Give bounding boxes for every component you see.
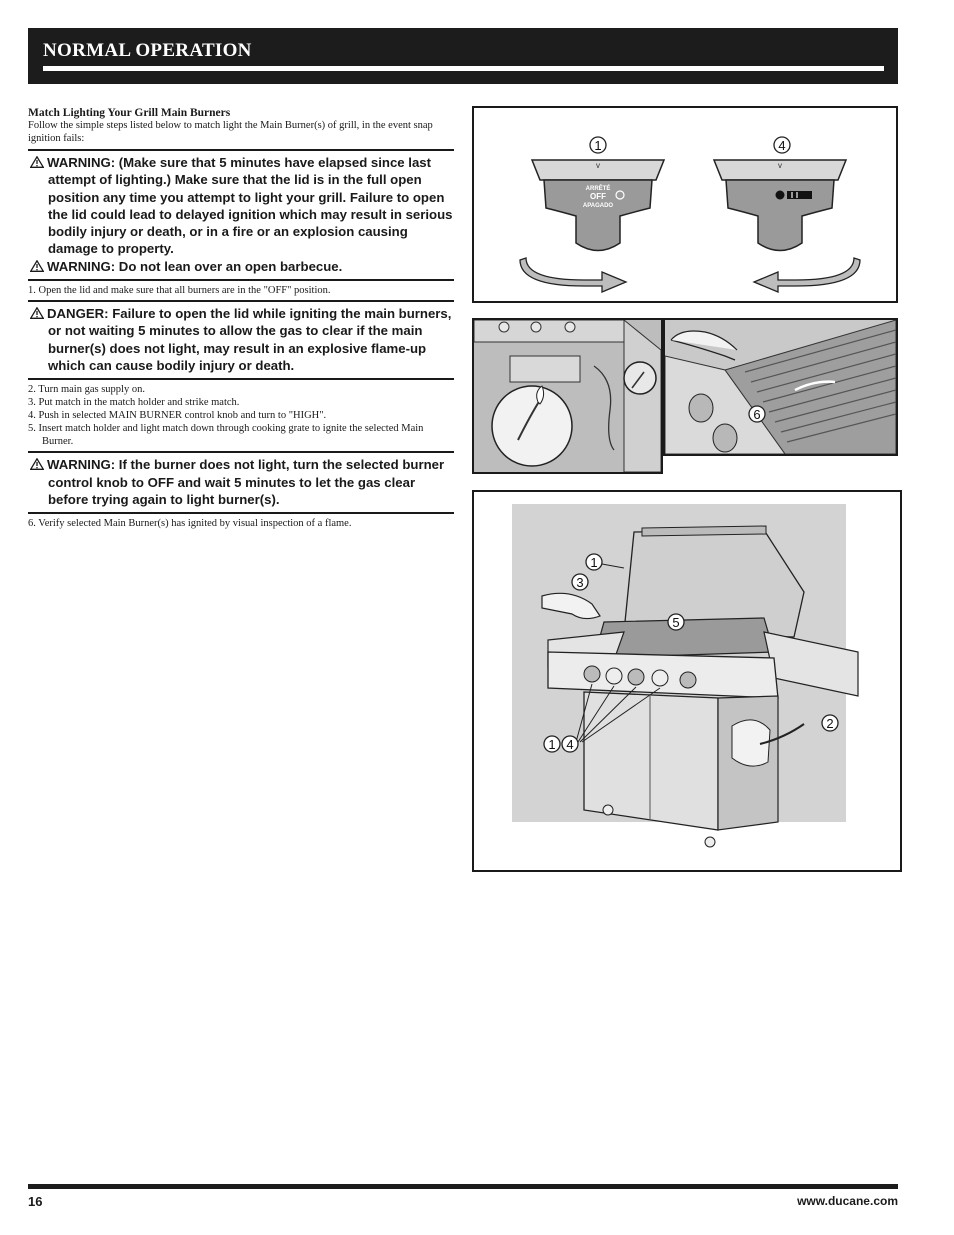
label-off: OFF bbox=[590, 192, 606, 201]
callout-grill-4: 4 bbox=[566, 737, 574, 752]
warning-triangle-icon bbox=[30, 307, 44, 319]
rotate-counterclockwise-arrow-icon bbox=[754, 258, 860, 292]
figure-grill-overview bbox=[472, 490, 902, 872]
grill-overview-illustration bbox=[474, 492, 900, 870]
callout-grill-3: 3 bbox=[576, 575, 584, 590]
label-apagado: APAGADO bbox=[582, 203, 614, 209]
warning-lid-open bbox=[28, 154, 454, 258]
callout-6: 6 bbox=[753, 407, 761, 422]
label-arrete: ARRÊTÉ bbox=[585, 186, 611, 192]
footer-url[interactable]: www.ducane.com bbox=[797, 1194, 898, 1208]
figure-igniting-burner bbox=[663, 318, 898, 456]
warning-retry-text: WARNING: If the burner does not light, turn the selected burner control knob to OFF and wait 5 minutes to let the gas clear before trying again to light burner(s). bbox=[47, 457, 445, 507]
danger-notice bbox=[28, 305, 454, 374]
step-6: 6. Verify selected Main Burner(s) has ignited by visual inspection of a flame. bbox=[28, 518, 352, 530]
footer-rule bbox=[28, 1184, 898, 1189]
warning-lid-open-text: WARNING: (Make sure that 5 minutes have elapsed since last attempt of lighting.) Make sure that the lid is in the full open position any time you attempt to light your grill. Failure to open the lid could lead to delayed ignition which may result in serious bodily injury or death, or in a fire or an explosion causing damage to property. bbox=[47, 155, 453, 257]
step-1: 1. Open the lid and make sure that all burners are in the "OFF" position. bbox=[28, 285, 331, 297]
figure-match-holder bbox=[472, 318, 663, 474]
knob-high-illustration bbox=[714, 160, 846, 251]
page-number: 16 bbox=[28, 1194, 43, 1209]
page-title: NORMAL OPERATION bbox=[43, 40, 252, 61]
warning-box-1 bbox=[28, 149, 454, 281]
callout-grill-2: 2 bbox=[826, 716, 834, 731]
warning-lean-text: WARNING: Do not lean over an open barbecue. bbox=[47, 258, 343, 274]
steps-group-3 bbox=[28, 514, 454, 533]
callout-4: 4 bbox=[778, 138, 786, 153]
step-2: 2. Turn main gas supply on. bbox=[28, 384, 145, 396]
igniting-burner-illustration bbox=[665, 320, 896, 454]
step-5: 5. Insert match holder and light match down through cooking grate to ignite the selected Main Burner. bbox=[28, 423, 424, 448]
danger-text: DANGER: Failure to open the lid while igniting the main burners, or not waiting 5 minutes to allow the gas to clear if the main burner(s) does not light, may result in an explosive flame-up which can cause bodily injury or death. bbox=[47, 306, 452, 373]
warning-triangle-icon bbox=[30, 156, 44, 168]
control-knobs-illustration bbox=[474, 108, 896, 301]
steps-group-1 bbox=[28, 281, 454, 300]
warning-retry bbox=[28, 456, 454, 508]
instructions-column bbox=[28, 107, 454, 533]
callout-grill-5: 5 bbox=[672, 615, 680, 630]
section-intro: Follow the simple steps listed below to match light the Main Burner(s) of grill, in the event snap ignition fails: bbox=[28, 120, 433, 144]
callout-grill-1: 1 bbox=[590, 555, 598, 570]
warning-lean bbox=[28, 258, 454, 275]
warning-triangle-icon bbox=[30, 260, 44, 272]
figure-control-knobs bbox=[472, 106, 898, 303]
header-rule bbox=[43, 66, 884, 71]
match-holder-illustration bbox=[474, 320, 661, 472]
svg-text:v: v bbox=[778, 161, 782, 170]
rotate-clockwise-arrow-icon bbox=[520, 258, 626, 292]
section-title: Match Lighting Your Grill Main Burners bbox=[28, 107, 231, 119]
step-4: 4. Push in selected MAIN BURNER control knob and turn to "HIGH". bbox=[28, 410, 327, 422]
page-header bbox=[28, 28, 898, 84]
steps-group-2 bbox=[28, 380, 454, 451]
svg-text:v: v bbox=[596, 161, 600, 170]
warning-triangle-icon bbox=[30, 458, 44, 470]
callout-grill-1b: 1 bbox=[548, 737, 556, 752]
callout-1: 1 bbox=[594, 138, 602, 153]
danger-box bbox=[28, 300, 454, 380]
warning-box-3 bbox=[28, 451, 454, 514]
step-3: 3. Put match in the match holder and strike match. bbox=[28, 397, 240, 409]
